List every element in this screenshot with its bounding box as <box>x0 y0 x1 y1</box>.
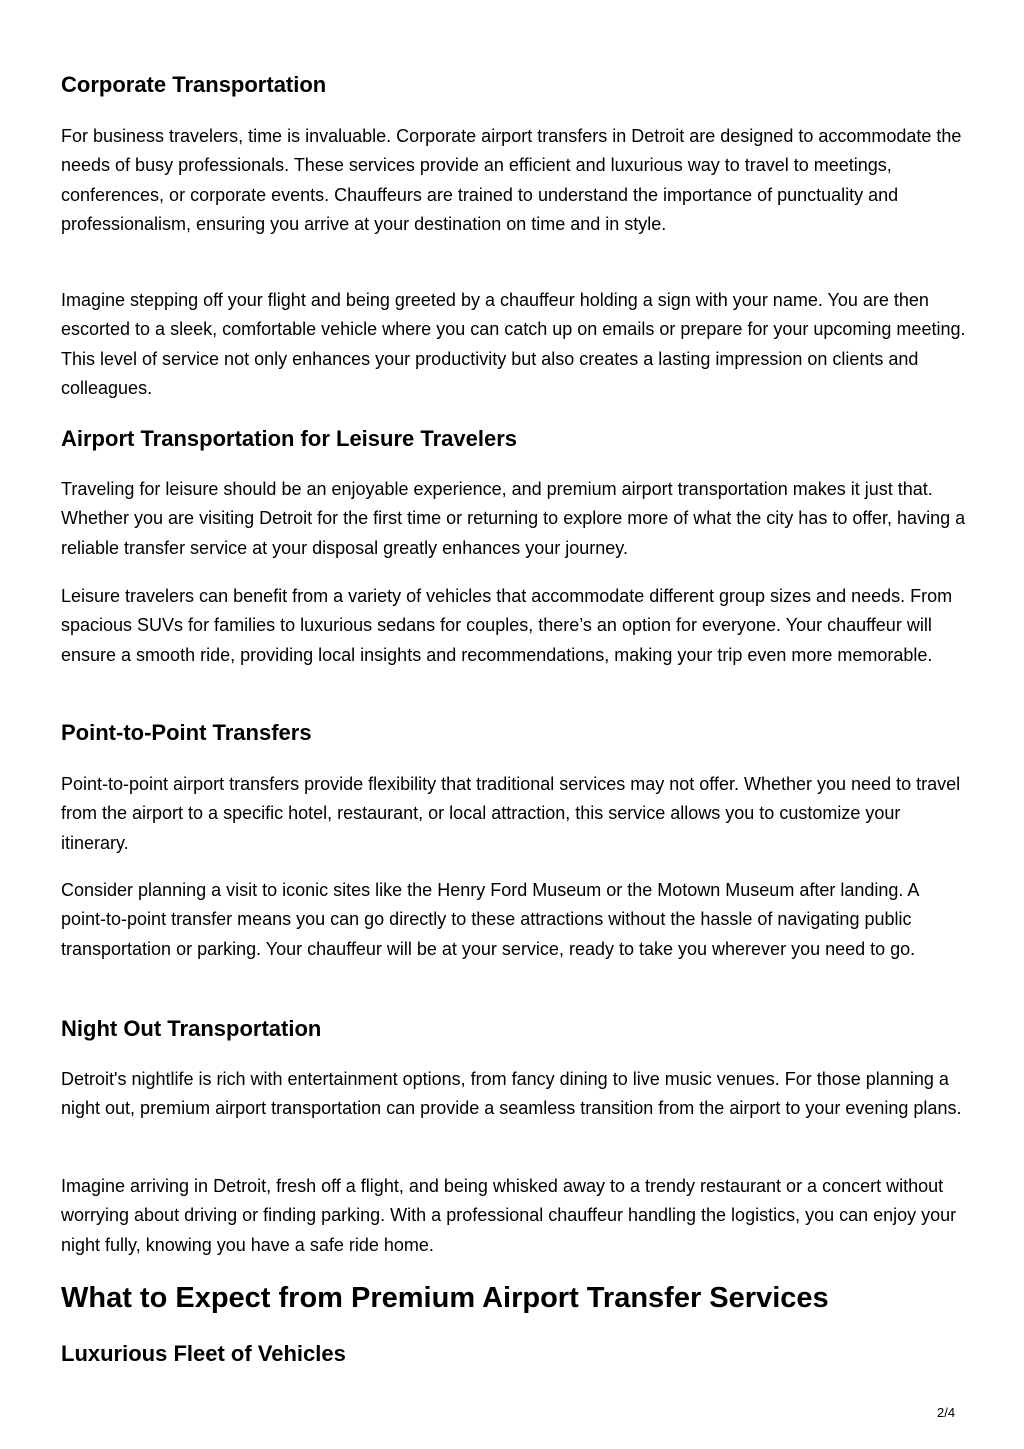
paragraph-night-out-1: Detroit's nightlife is rich with entertainment options, from fancy dining to live music venues. For those planning a night out, premium airport transportation can provide a seamless transition from the airport to your evening plans. <box>61 1069 962 1119</box>
section-heading-corporate: Corporate Transportation <box>61 72 327 97</box>
paragraph-leisure-1: Traveling for leisure should be an enjoyable experience, and premium airport transportation makes it just that. Whether you are visiting Detroit for the first time or returning to explore more of what the city has to offer, having a reliable transfer service at your disposal greatly enhances your journey. <box>61 479 966 558</box>
section-heading-point-to-point: Point-to-Point Transfers <box>61 720 312 745</box>
paragraph-point-to-point-2: Consider planning a visit to iconic sites like the Henry Ford Museum or the Motown Museum after landing. A point-to-point transfer means you can go directly to these attractions without the hassle of navigating public transportation or parking. Your chauffeur will be at your service, ready to take you wherever you need to go. <box>61 880 919 959</box>
paragraph-leisure-2: Leisure travelers can benefit from a variety of vehicles that accommodate different group sizes and needs. From spacious SUVs for families to luxurious sedans for couples, there’s an option for everyone. Your chauffeur will ensure a smooth ride, providing local insights and recommendations, making your trip even more memorable. <box>61 586 953 665</box>
paragraph-corporate-1: For business travelers, time is invaluable. Corporate airport transfers in Detroit are designed to accommodate the needs of busy professionals. These services provide an efficient and luxurious way to travel to meetings, conferences, or corporate events. Chauffeurs are trained to understand the importance of punctuality and professionalism, ensuring you arrive at your destination on time and in style. <box>61 126 962 234</box>
paragraph-corporate-2: Imagine stepping off your flight and being greeted by a chauffeur holding a sign with your name. You are then escorted to a sleek, comfortable vehicle where you can catch up on emails or prepare for your upcoming meeting. This level of service not only enhances your productivity but also creates a lasting impression on clients and colleagues. <box>61 290 966 398</box>
paragraph-point-to-point-1: Point-to-point airport transfers provide flexibility that traditional services may not offer. Whether you need to travel from the airport to a specific hotel, restaurant, or local attraction, this service allows you to customize your itinerary. <box>61 774 961 853</box>
section-heading-night-out: Night Out Transportation <box>61 1016 322 1041</box>
paragraph-night-out-2: Imagine arriving in Detroit, fresh off a flight, and being whisked away to a trendy restaurant or a concert without worrying about driving or finding parking. With a professional chauffeur handling the logistics, you can enjoy your night fully, knowing you have a safe ride home. <box>61 1176 957 1255</box>
section-heading-leisure: Airport Transportation for Leisure Travelers <box>61 426 518 451</box>
main-heading: What to Expect from Premium Airport Transfer Services <box>61 1282 829 1314</box>
sub-heading-fleet: Luxurious Fleet of Vehicles <box>61 1341 346 1366</box>
page-number: 2/4 <box>937 1405 956 1420</box>
